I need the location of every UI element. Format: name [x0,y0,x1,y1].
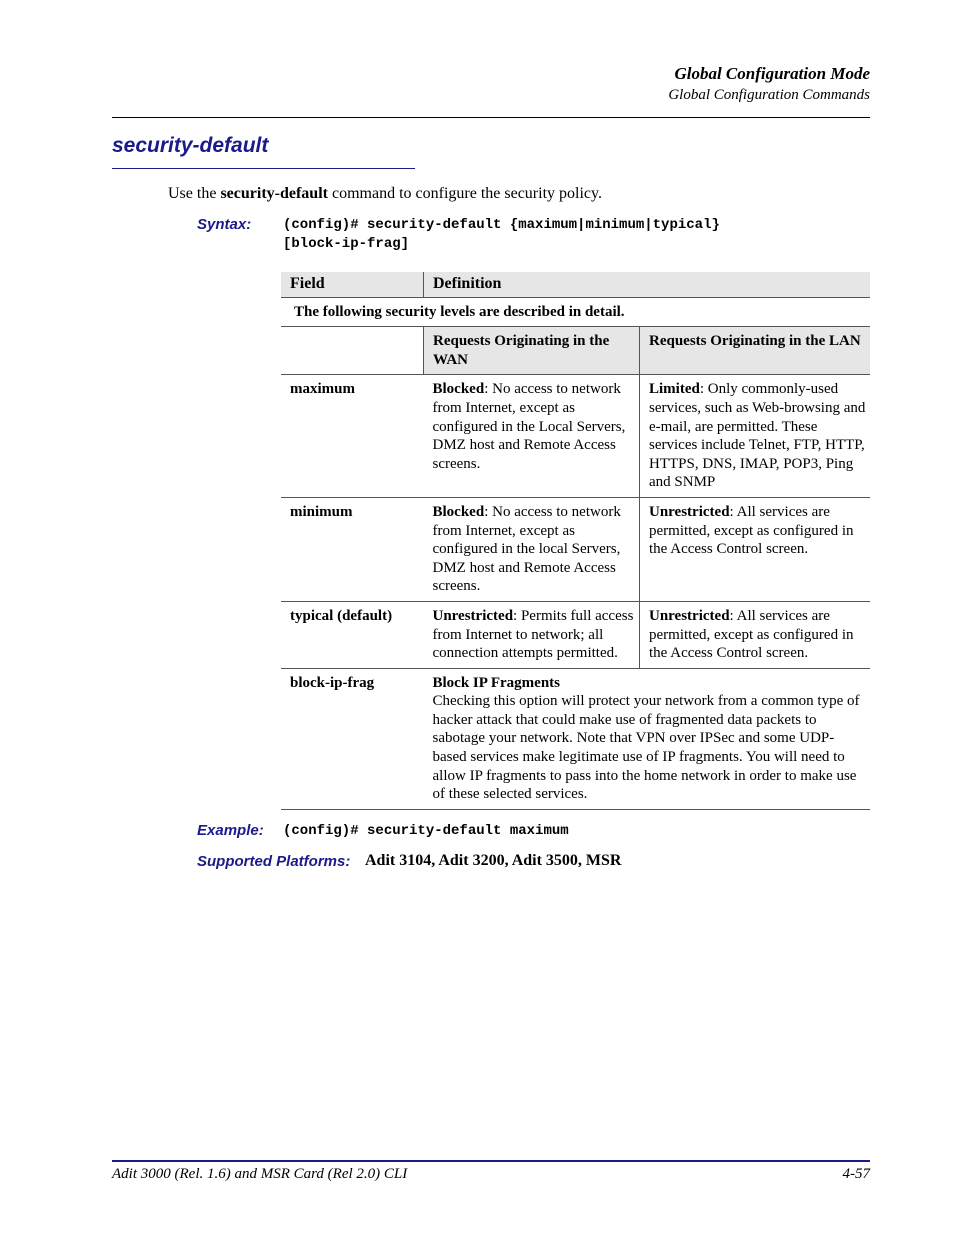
frag-title: Block IP Fragments [432,674,560,691]
row-lan-text: : All services are permitted, except as configured in the Access Control screen. [649,607,854,662]
intro-command: security-default [220,185,328,202]
row-lan [640,497,871,601]
definition-table [281,272,870,810]
row-lan [640,375,871,498]
header-field: Field [281,272,424,297]
section-title: security-default [112,134,269,157]
header-definition: Definition [424,272,871,297]
row-field: block-ip-frag [281,668,424,809]
section-title-rule [112,168,415,169]
row-wan-text: : No access to network from Internet, except as configured in the Local Servers, DMZ host and Remote Access screens. [432,381,626,472]
table-row-frag [281,668,870,809]
row-frag-definition [424,668,871,809]
syntax-line-2: [block-ip-frag] [283,236,410,252]
footer-doc-title: Adit 3000 (Rel. 1.6) and MSR Card (Rel 2.0) CLI [112,1166,408,1182]
subheader-lan: Requests Originating in the LAN [640,327,871,375]
platforms-label: Supported Platforms: [197,853,351,870]
subheader-empty [281,327,424,375]
row-wan-bold: Blocked [432,503,485,520]
row-wan-text: : No access to network from Internet, except as configured in the local Servers, DMZ host and Remote Access screens. [432,503,621,595]
table-note-row [281,297,870,327]
footer-rule [112,1160,870,1162]
footer-page-number: 4-57 [842,1166,870,1182]
row-wan-bold: Unrestricted [432,607,514,624]
row-wan [424,497,640,601]
row-lan-bold: Limited [649,381,700,398]
table-row [281,375,870,498]
row-wan-bold: Blocked [432,381,485,398]
intro-paragraph [168,185,602,203]
row-lan-bold: Unrestricted [649,607,730,624]
row-lan-text: : Only commonly-used services, such as Web-browsing and e-mail, are permitted. These services include Telnet, FTP, HTTP, HTTPS, DNS, IMAP, POP3, Ping and SNMP [649,381,866,491]
intro-prefix: Use the [168,185,221,202]
syntax-line-1: (config)# security-default {maximum|minimum|typical} [283,217,720,233]
running-header-subtitle: Global Configuration Commands [668,87,870,103]
intro-suffix: command to configure the security policy. [327,185,602,202]
running-header-title: Global Configuration Mode [674,64,870,83]
row-lan-bold: Unrestricted [649,503,730,520]
row-lan [640,601,871,668]
frag-text: Checking this option will protect your network from a common type of hacker attack that could make use of fragmented data packets to sabotage your network. Note that VPN over IPSec and some UDP-based services make legitimate use of IP fragments. You will need to allow IP fragments to pass into the home network in order to make use of these selected services. [432,693,860,803]
table-subheader-row [281,327,870,375]
syntax-label: Syntax: [197,216,252,233]
row-field: typical (default) [281,601,424,668]
table-row [281,601,870,668]
table-note: The following security levels are described in detail. [281,297,870,327]
subheader-wan: Requests Originating in the WAN [424,327,640,375]
example-label: Example: [197,822,264,839]
table-header-row [281,272,870,297]
header-rule [112,117,870,118]
row-wan-text: : Permits full access from Internet to network; all connection attempts permitted. [432,607,634,662]
syntax-code [283,216,720,254]
platforms-value: Adit 3104, Adit 3200, Adit 3500, MSR [365,852,622,869]
table-row [281,497,870,601]
row-wan [424,375,640,498]
example-code: (config)# security-default maximum [283,823,569,839]
row-wan [424,601,640,668]
row-field: maximum [281,375,424,498]
row-field: minimum [281,497,424,601]
row-lan-text: : All services are permitted, except as configured in the Access Control screen. [649,503,854,558]
